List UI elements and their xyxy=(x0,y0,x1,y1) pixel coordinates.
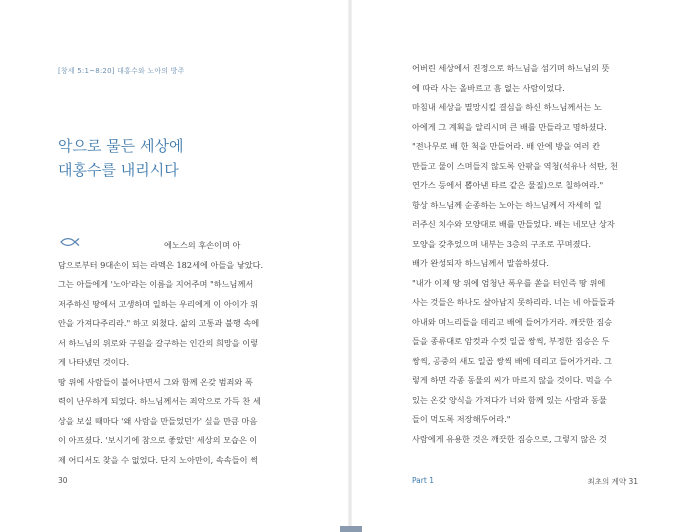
body-line: 항상 하느님께 순종하는 노아는 하느님께서 자세히 일 xyxy=(412,199,602,210)
body-line: 연가스 등에서 뽑아낸 타르 같은 물질)으로 칠하여라." xyxy=(412,180,604,190)
right-page xyxy=(350,0,700,532)
body-line: 있는 온갖 양식을 가져다가 너와 함께 있는 사람과 동물 xyxy=(412,394,607,405)
body-line: 마침내 세상을 멸망시킬 결심을 하신 하느님께서는 노 xyxy=(412,102,602,112)
part-label: Part 1 xyxy=(412,476,434,485)
body-line: 사는 것들은 하나도 살아남지 못하리라. 너는 네 아들들과 xyxy=(412,297,615,307)
page-number-left: 30 xyxy=(58,476,68,485)
chapter-title xyxy=(58,134,183,182)
chapter-title-line-1: 악으로 물든 세상에 xyxy=(58,137,184,155)
body-line: 안을 가져다주리라." 하고 외쳤다. 삶의 고통과 불행 속에 xyxy=(58,318,260,328)
body-line: 그는 아들에게 '노아'라는 이름을 지어주며 "하느님께서 xyxy=(58,279,254,289)
body-line: 어버린 세상에서 진정으로 하느님을 섬기며 하느님의 뜻 xyxy=(412,63,610,73)
body-line: 렇게 하면 각종 동물의 씨가 마르지 않을 것이다. 먹을 수 xyxy=(412,375,613,385)
body-line: 러주신 치수와 모양대로 배를 만들었다. 배는 네모난 상자 xyxy=(412,219,615,229)
body-line: 에노스의 후손이며 아 xyxy=(164,240,241,250)
body-line: "전나무로 배 한 척을 만들어라. 배 안에 방을 여러 칸 xyxy=(412,141,600,151)
body-line: 모양을 갖추었으며 내부는 3층의 구조로 꾸며졌다. xyxy=(412,238,592,249)
body-line: 들이 먹도록 저장해두어라." xyxy=(412,414,511,424)
body-line: 게 나타냈던 것이다. xyxy=(58,357,130,367)
right-body-text xyxy=(412,59,648,449)
body-line: 아내와 며느리들을 데리고 배에 들어가거라. 깨끗한 짐승 xyxy=(412,316,613,327)
body-line: 저주하신 땅에서 고생하며 일하는 우리에게 이 아이가 위 xyxy=(58,298,259,309)
running-head: [창세 5:1~8:20] 대홍수와 노아의 방주 xyxy=(58,67,185,75)
body-line: "내가 이제 땅 위에 엄청난 폭우를 쏟을 터인즉 땅 위에 xyxy=(412,277,606,288)
page-title-and-number: 최초의 계약 31 xyxy=(587,477,638,486)
body-line: 이 아프셨다. '보시기에 참으로 좋았던' 세상의 모습은 이 xyxy=(58,435,258,445)
bottom-edge-strip xyxy=(340,526,362,532)
body-line: 배가 완성되자 하느님께서 말씀하셨다. xyxy=(412,258,549,268)
body-line: 상을 보실 때마다 '왜 사람을 만들었던가' 싶을 만큼 마음 xyxy=(58,415,258,426)
body-line: 력이 난무하게 되었다. 하느님께서는 죄악으로 가득 찬 세 xyxy=(58,396,261,406)
body-line: 만들고 물이 스며들지 않도록 안팎을 역청(석유나 석탄, 천 xyxy=(412,160,618,171)
body-line: 제 어디서도 찾을 수 없었다. 단지 노아만이, 속속들이 썩 xyxy=(58,454,259,465)
chapter-title-line-2: 대홍수를 내리시다 xyxy=(58,161,179,179)
body-line: 서 하느님의 위로와 구원을 갈구하는 인간의 희망을 이렇 xyxy=(58,337,259,348)
body-line: 사람에게 유용한 것은 깨끗한 짐승으로, 그렇지 않은 것 xyxy=(412,433,607,444)
body-line: 담으로부터 9대손이 되는 라멕은 182세에 아들을 낳았다. xyxy=(58,259,264,270)
body-line: 들을 종류대로 암컷과 수컷 일곱 쌍씩, 부정한 짐승은 두 xyxy=(412,336,610,346)
body-line: 에 따라 사는 올바르고 흠 없는 사람이었다. xyxy=(412,82,565,93)
body-line: 쌍씩, 공중의 새도 일곱 쌍씩 배에 데리고 들어가거라. 그 xyxy=(412,355,613,366)
body-line: 땅 위에 사람들이 불어나면서 그와 함께 온갖 범죄와 폭 xyxy=(58,376,253,387)
left-body-text xyxy=(58,236,290,470)
body-line: 아에게 그 계획을 알리시며 큰 배를 만들라고 명하셨다. xyxy=(412,121,607,132)
